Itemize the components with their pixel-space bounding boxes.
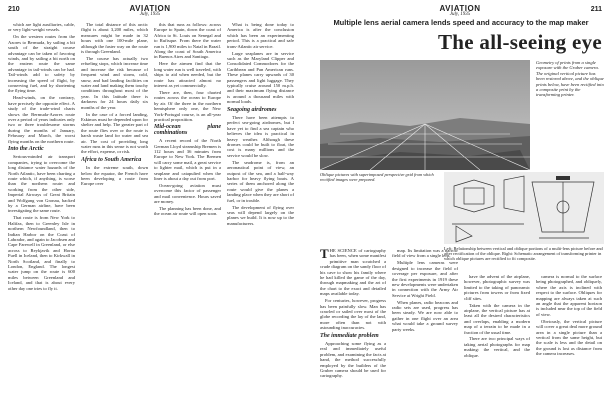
paragraph: Multiple lens cameras were designed to increase the field of coverage per exposure, and after the first experiments in 1919 these new developments were undertaken in connection with the Army Air Service at Wright Field. — [392, 260, 458, 298]
right-page — [310, 0, 610, 420]
right-running-head — [310, 4, 610, 18]
left-column-2 — [81, 22, 148, 416]
paragraph: For centuries, however, progress has been painfully slow. Man has crawled or sailed over most of the globe recording the lay of the land, more often than not with astounding inaccuracies. — [320, 298, 386, 331]
paragraph: map. Its limitation was a narrow field of view from a single lens. — [392, 248, 458, 259]
section-heading: Mid-ocean plane combinations — [154, 124, 221, 136]
paragraph: this that runs as follows: across Europe to Spain, down the coast of Africa to St. Louis on Senegal and to Rufisque. From there the water run is 1,900 miles to Natal in Brazil. Along the coast of South America in Buenos Aires and Santiago. — [154, 22, 221, 60]
left-column-4 — [227, 22, 294, 416]
paragraph: That route is from New York to Halifax, then to Greenley Isle in northern Newfoundland, then to Indian Harbor on the Coast of Labrador, and again to Jacobsen and Cape Farewell in Greenland, or else across to Reykjavik and Horna Fuell in Iceland, then to Kirkwall in North Scotland, and finally to London, England. The longest water jump on the route is 600 miles between Greenland and Iceland, and that is about every other day one tries to fly it. — [8, 215, 75, 291]
left-column-3 — [154, 22, 221, 416]
paragraph: The development of flying over seas will depend largely on the planes we build. It is now up to the manufacturers. — [227, 204, 294, 226]
right-page-number: 211 — [590, 6, 602, 13]
paragraph: Large seaplanes are in service such as the Maryland Clipper and Consolidated Commodores for the Caribbean and Pan American runs. These planes carry upwards of 30 passengers and light luggage. They typically cruise around 150 m.p.h. and their maximum flying distance is around a thousand miles with normal loads. — [227, 50, 294, 105]
drop-cap: T — [320, 248, 329, 261]
left-column-1 — [8, 22, 75, 416]
paragraph: In the case of a forced landing, Eskimos must be depended upon for shelter and help. The greater part of the route flies over or the route is harsh waste land for water and sea air. The cost of providing long water runs in this sense is not worth the effort, expense, or risk. — [81, 111, 148, 155]
paragraph: which are light auxiliaries, cable, or very light-weight vessels. — [8, 22, 75, 33]
paragraph: Ocean-going aviation must overcome this factor of passenger and mail convenience. Hours saved are money. — [154, 182, 221, 205]
left-issue-date: July, 1935 — [139, 12, 161, 17]
paragraph: Here the airmen find that the long water run is well traveled, with ships to aid when needed, but the route has attracted almost no interest as yet commercially. — [154, 61, 221, 88]
right-article-columns — [320, 248, 602, 416]
left-page-number: 210 — [8, 6, 20, 13]
right-issue-date: July, 1935 — [449, 12, 471, 17]
paragraph: Head-winds, on the contrary, have precisely the opposite effect. A study of the trade-wind charts shows the Bermuda-Azores route over a period of years indicates only two or three troublesome storms during the months of January, February and March, the worst flying months on the northern route. — [8, 95, 75, 144]
left-article-columns — [8, 22, 294, 416]
left-magazine-name: AVIATION — [129, 4, 171, 13]
left-page — [0, 0, 300, 420]
article-kicker: Multiple lens aerial camera lends speed and accuracy to the map maker — [333, 18, 589, 27]
right-magazine-name: AVIATION — [439, 4, 481, 13]
paragraph: camera is normal to the surface being photographed, and obliquely, where the axis is inclined with respect to the surface. Obliques for mapping are always taken at such an angle that the apparent horizon is included near the top of the field of view. — [536, 274, 602, 317]
article-title: The all-seeing eye — [437, 30, 602, 54]
paragraph: In the extreme south, down below the equator, the French have been developing a route from Europe over — [81, 165, 148, 187]
paragraph: On the western routes from the Azores to Bermuda, by sailing a bit south of the straight course advantage can be taken of favoring winds, and by sailing a bit north on the eastern route the same advantage in tail-winds can be had. Tail-winds add to safety by increasing the speed of flight, by conserving fuel, and by shortening the flying time. — [8, 34, 75, 94]
paragraph: have the advent of the airplane, however, photographic survey was limited to the taking of panoramic pictures from towers or from fixed cliff sites. — [464, 274, 530, 301]
rectification-diagram — [444, 172, 604, 244]
left-running-head — [0, 4, 300, 18]
diagram-caption: Left: Relationship between vertical and oblique portions of a multi-lens picture before and after rectification of the oblique. Right: Schematic arrangement of transforming printer in which oblique pictures are rectified to fit composite. — [444, 246, 603, 262]
lead-paragraph-text: HE SCIENCE of cartography has been, when some manifest primitive man scratched a crude diagram on the sandy floor of his cave to show his family where he had killed the game of the day, through mapmaking and the art of the chart to the exact and detailed maps available today. — [320, 248, 386, 297]
paragraph: The planning has been done, and the ocean air route will open soon. — [154, 206, 221, 217]
right-column-1 — [320, 248, 386, 416]
paragraph: Serious-minded air transport companies, trying to overcome the long distance water hazards of the North Atlantic, have been charting a route which, if anything, is worse than the northern route: and working from the other side, Imperial Airways of Great Britain and Wolfgang von Gronau, backed by a German airline, have been investigating the same route. — [8, 154, 75, 214]
paragraph: There are, then, four charted routes across the ocean to Europe by air. Of the three in the northern hemisphere only one, the New York-Portugal course, is an all-year practical proposition. — [154, 89, 221, 122]
right-column-4 — [536, 274, 602, 416]
right-column-2 — [392, 248, 458, 416]
paragraph: When planes, radio beacons and radio sets are used, progress has been steady. We are now able to gather in one flight over an area what would take a ground survey party weeks. — [392, 299, 458, 332]
section-heading: The immediate problem — [320, 332, 379, 339]
section-heading: Africa to South America — [81, 156, 142, 163]
aerial-photo-image — [320, 60, 530, 170]
paragraph: Taken with the camera in the airplane, the vertical picture has at least all the desired characteristics and overlaps, enabling a modern map of a terrain to be made in a fraction of the usual time. — [464, 302, 530, 335]
paragraph: There have been attempts to perfect sea-going airdromes, but I have yet to find a sea captain who believes the idea is practical in heavy weather. Although these dromes could be built to float, the cost is many millions and the service would be slow. — [227, 115, 294, 158]
paragraph: The course has actually two refueling stops, which increase time and increase the risk because of frequent wind and storm, cold, snow, and bad landing facilities on water and land making them touchy conditions throughout most of the year. In this latitude there is darkness for 24 hours daily six months of the year. — [81, 55, 148, 110]
paragraph: What is being done today to America is after the conclusion which has been an experimenting period. This is a practical and safe trans-Atlantic air service. — [227, 22, 294, 49]
paragraph: The seadrome is, from an aeronautical point of view, an outpost of the sea, and a half-way harbor for heavy flying boats. A series of them anchored along the route would give the planes a landing place when they are short of fuel, or in trouble. — [227, 159, 294, 203]
paragraph: Obviously, the vertical picture will cover a great deal more ground area in a single picture than a vertical from the same height, but the scale is less and the detail on the ground is lost as distance from the camera increases. — [536, 318, 602, 357]
photo-caption-side: Geometry of prints from a single exposure with the Gruber camera. The original vertical picture has been restored above, and the oblique prints below, have been rectified into a composite print by the transforming printer. — [536, 60, 604, 98]
section-heading: Into the Arctic — [8, 145, 44, 152]
paragraph — [320, 248, 386, 297]
section-heading: Seagoing airdromes — [227, 106, 277, 113]
paragraph: The total distance of this arctic flight is about 3,200 miles, which measures might be made in 32 hours with one 100-mile plane, although the faster way on the route is through Greenland. — [81, 22, 148, 55]
paragraph: Approaching some flying as a real and immediately useful problem, and examining the facts at hand, the method successfully employed by the builders of the Gruber camera should be used for cartography. — [320, 341, 386, 379]
paragraph: A recent record of the North German Lloyd steamship Bremen is 112 hours and 36 minutes from Europe to New York. The Bremen will carry some mail, a great service to lighter mail, which is put in a seaplane and catapulted when the liner is about a day out from port. — [154, 138, 221, 181]
aerial-photo — [320, 60, 530, 170]
paragraph: There are two principal ways of taking aerial photographs for map making: the vertical, and the oblique. — [464, 336, 530, 358]
page-gutter — [300, 0, 310, 420]
right-column-3 — [464, 274, 530, 416]
photo-caption-below: Oblique pictures with superimposed perspective grid from which rectified images were prepared. — [320, 172, 434, 183]
rectification-diagram-image — [444, 172, 604, 244]
